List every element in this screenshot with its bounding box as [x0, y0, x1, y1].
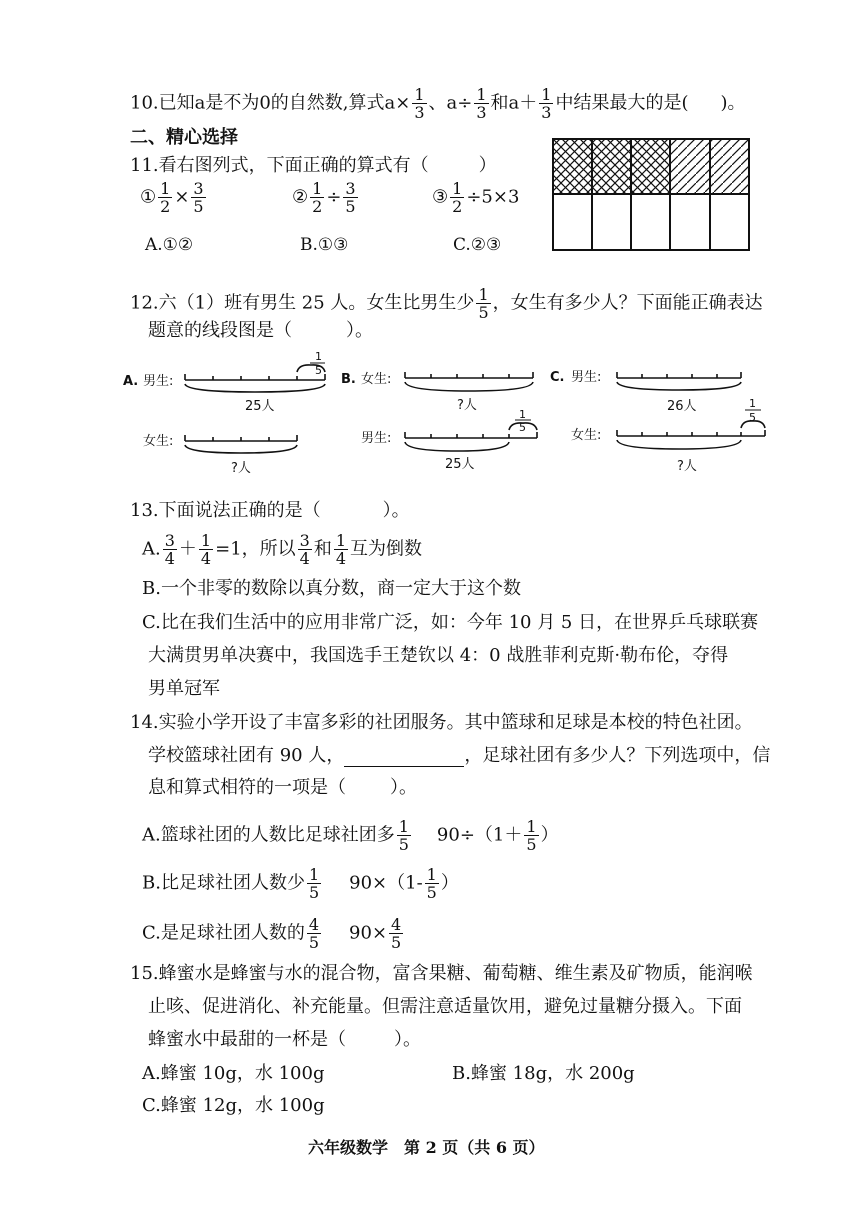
svg-text:?人: ?人 — [677, 459, 697, 474]
question-13-option-C2: 大满贯男单决赛中，我国选手王楚钦以 4：0 战胜菲利克斯·勒布伦，夺得 — [148, 645, 729, 666]
question-15-option-B: B.蜂蜜 18g，水 200g — [452, 1063, 635, 1084]
svg-text:1: 1 — [519, 408, 526, 421]
svg-text:5: 5 — [315, 364, 322, 377]
svg-text:?人: ?人 — [457, 398, 477, 413]
fill-blank[interactable] — [344, 748, 464, 767]
svg-text:5: 5 — [519, 421, 526, 434]
question-12-line2: 题意的线段图是（ ）。 — [148, 320, 373, 341]
label-B: B. — [341, 372, 356, 387]
svg-text:男生:: 男生: — [361, 431, 392, 446]
fraction-grid-figure — [552, 138, 752, 252]
question-15-line2: 止咳、促进消化、补充能量。但需注意适量饮用，避免过量糖分摄入。下面 — [148, 996, 742, 1017]
label-C: C. — [550, 370, 565, 385]
question-14-line2: 学校篮球社团有 90 人， ，足球社团有多少人？下列选项中，信 — [148, 745, 771, 766]
fraction: $\frac{1}{3}$ — [414, 85, 425, 122]
label-A: A. — [123, 374, 139, 389]
question-10: 10.已知a是不为0的自然数,算式a× $\frac{1}{3}$ 、a÷ $\frac{1}{3}$ 和a＋ $\frac{1}{3}$ 中结果最大的是( )。 — [130, 85, 746, 122]
question-11-option-2: ② $\frac{1}{2}$ ÷ $\frac{3}{5}$ — [292, 179, 356, 216]
question-13-option-A: A. $\frac{3}{4}$ ＋ $\frac{1}{4}$ =1，所以 $\frac{3}{4}$ 和 $\frac{1}{4}$ 互为倒数 — [142, 531, 423, 568]
answer-A: A.①② — [145, 235, 194, 255]
svg-text:女生:: 女生: — [571, 428, 602, 443]
answer-C: C.②③ — [453, 235, 502, 255]
question-14-line1: 14.实验小学开设了丰富多彩的社团服务。其中篮球和足球是本校的特色社团。 — [130, 712, 753, 733]
question-12-stem: 12.六（1）班有男生 25 人。女生比男生少 $\frac{1}{5}$ ，女生有多少人？下面能正确表达 — [130, 285, 763, 322]
fraction: $\frac{1}{3}$ — [476, 85, 487, 122]
question-15-option-C: C.蜂蜜 12g，水 100g — [142, 1095, 325, 1116]
svg-text:女生:: 女生: — [361, 372, 392, 387]
section-title: 二、精心选择 — [130, 127, 238, 148]
question-13-option-C1: C.比在我们生活中的应用非常广泛，如：今年 10 月 5 日，在世界乒乓球联赛 — [142, 612, 759, 633]
question-15-line3: 蜂蜜水中最甜的一杯是（ ）。 — [148, 1029, 421, 1050]
svg-text:1: 1 — [749, 397, 756, 410]
question-14-option-A: A.篮球社团的人数比足球社团多 $\frac{1}{5}$ 90÷（1＋ $\frac{1}{5}$ ） — [142, 817, 559, 854]
question-15-line1: 15.蜂蜜水是蜂蜜与水的混合物，富含果糖、葡萄糖、维生素及矿物质，能润喉 — [130, 963, 753, 984]
label-girl: 女生: — [143, 434, 174, 449]
question-13-option-B: B.一个非零的数除以真分数，商一定大于这个数 — [142, 578, 521, 599]
svg-text:26人: 26人 — [667, 399, 697, 414]
svg-text:1: 1 — [315, 350, 322, 363]
question-11-options: ① $\frac{1}{2}$ × $\frac{3}{5}$ — [140, 179, 204, 216]
question-14-option-C: C.是足球社团人数的 $\frac{4}{5}$ 90× $\frac{4}{5}$ — [142, 915, 402, 952]
svg-text:5: 5 — [749, 411, 756, 424]
fraction: $\frac{1}{3}$ — [541, 85, 552, 122]
question-13-stem: 13.下面说法正确的是（ ）。 — [130, 500, 410, 521]
label-25: 25人 — [245, 399, 275, 414]
svg-text:男生:: 男生: — [571, 370, 602, 385]
label-boy: 男生: — [143, 374, 174, 389]
answer-B: B.①③ — [300, 235, 349, 255]
question-15-option-A: A.蜂蜜 10g，水 100g — [142, 1063, 325, 1084]
segment-diagrams — [115, 350, 867, 480]
question-13-option-C3: 男单冠军 — [148, 678, 220, 699]
question-11-stem: 11.看右图列式，下面正确的算式有（ ） — [130, 155, 497, 176]
question-14-line3: 息和算式相符的一项是（ ）。 — [148, 777, 417, 798]
page-footer: 六年级数学 第 2 页（共 6 页） — [308, 1138, 545, 1157]
label-q: ?人 — [231, 461, 251, 476]
question-14-option-B: B.比足球社团人数少 $\frac{1}{5}$ 90×（1- $\frac{1}{5}$ ） — [142, 865, 459, 902]
svg-text:25人: 25人 — [445, 457, 475, 472]
question-11-option-3: ③ $\frac{1}{2}$ ÷5×3 — [432, 179, 520, 216]
